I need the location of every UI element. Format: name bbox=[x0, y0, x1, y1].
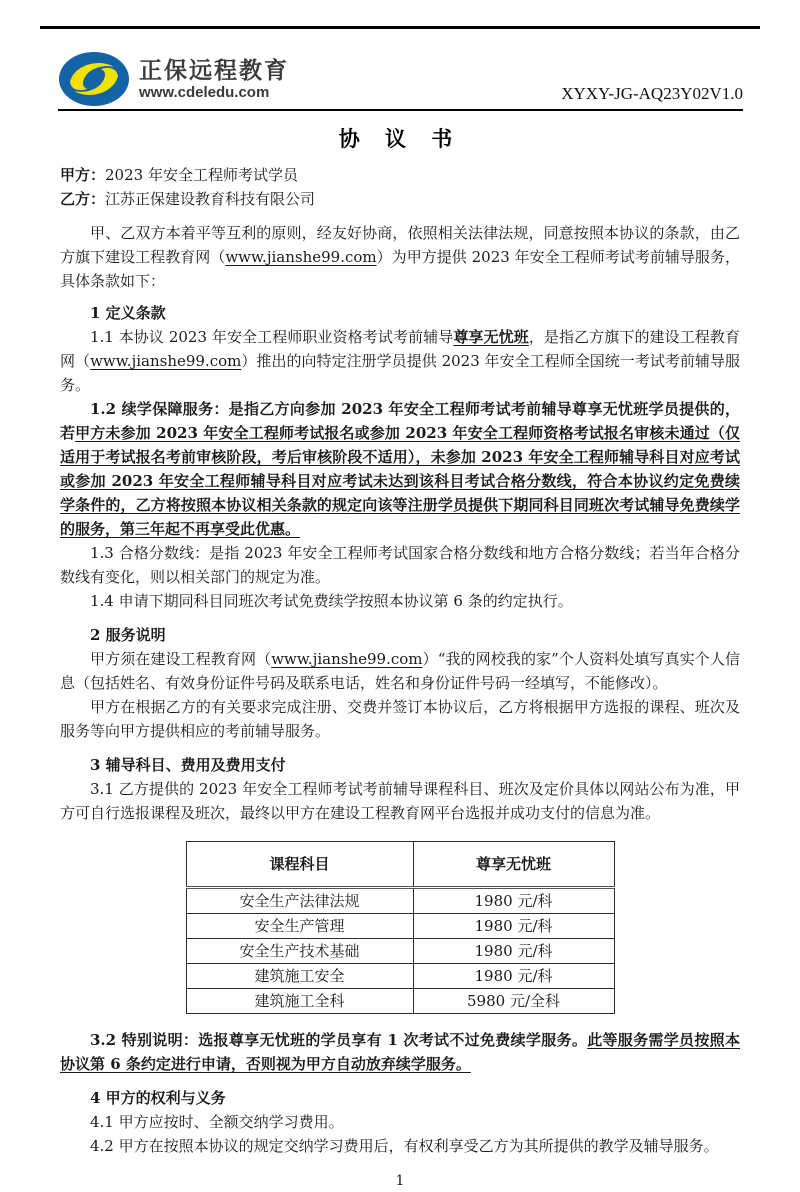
clause-3-2-pre: 3.2 特别说明：选报尊享无忧班的学员享有 1 次考试不过免费续学服务。 bbox=[90, 1031, 588, 1049]
table-row bbox=[186, 914, 614, 939]
section4-heading: 4 甲方的权利与义务 bbox=[90, 1089, 226, 1107]
parties-block bbox=[60, 163, 740, 211]
clause-4-2: 4.2 甲方在按照本协议的规定交纳学习费用后，有权利享受乙方为其所提供的教学及辅导服务。 bbox=[90, 1137, 719, 1155]
table-cell-subject: 安全生产技术基础 bbox=[186, 939, 413, 964]
clause-3-2-underlined: 此等服务需学员按照本协议第 6 条约定进行申请，否则视为甲方自动放弃续学服务。 bbox=[60, 1031, 740, 1073]
clause-2-1 bbox=[60, 647, 740, 695]
table-header-row bbox=[186, 842, 614, 888]
document-body bbox=[0, 163, 800, 1158]
table-cell-price: 1980 元/科 bbox=[413, 964, 614, 989]
clause-2-1-post: ）“我的网校我的家”个人资料处填写真实个人信息（包括姓名、有效身份证件号码及联系电话，姓名和身份证件号码一经填写，不能修改）。 bbox=[60, 650, 740, 692]
brand-url: www.cdeledu.com bbox=[139, 83, 270, 101]
jianshe99-link[interactable]: www.jianshe99.com bbox=[225, 248, 377, 266]
clause-4-1: 4.1 甲方应按时、全额交纳学习费用。 bbox=[90, 1113, 344, 1131]
clause-1-1-pre: 1.1 本协议 2023 年安全工程师职业资格考试考前辅导 bbox=[90, 328, 454, 346]
party-a-label: 甲方： bbox=[60, 166, 106, 184]
table-row bbox=[186, 939, 614, 964]
table-cell-price: 1980 元/科 bbox=[413, 939, 614, 964]
swirl-logo-icon bbox=[58, 51, 130, 107]
page-number: 1 bbox=[395, 1173, 405, 1189]
document-code: XYXY-JG-AQ23Y02V1.0 bbox=[561, 84, 743, 103]
clause-2-1-pre: 甲方须在建设工程教育网（ bbox=[90, 650, 272, 668]
intro-text-post: ）为甲方提供 2023 年安全工程师考试考前辅导服务，具体条款如下： bbox=[60, 248, 740, 290]
clause-2-2: 甲方在根据乙方的有关要求完成注册、交费并签订本协议后，乙方将根据甲方选报的课程、班次及服务等向甲方提供相应的考前辅导服务。 bbox=[60, 698, 740, 740]
clause-1-2-underlined: 甲方未参加 2023 年安全工程师考试报名或参加 2023 年安全工程师资格考试报名审核未通过（仅适用于考试报名考前审核阶段，考后审核阶段不适用），未参加 2023 年安全工程师辅导科目对应考试或参加 2023 年安全工程师辅导科目对应考试未达到该科目考试合格分数线，符合本协议约定免费续学条件的，乙方将按照本协议相关条款的规定向该等注册学员提供下期同科目同班次考试辅导免费续学的服务，第三年起不再享受此优惠。 bbox=[60, 424, 740, 538]
clause-1-1-class-name: 尊享无忧班 bbox=[453, 328, 529, 346]
table-cell-price: 1980 元/科 bbox=[413, 888, 614, 914]
brand-name: 正保远程教育 bbox=[139, 56, 289, 83]
header-rule bbox=[58, 109, 743, 111]
party-a-value: 2023 年安全工程师考试学员 bbox=[105, 166, 298, 184]
clause-1-1-mid: ，是指乙方旗下的建设工程教育网（ bbox=[60, 328, 740, 370]
clause-1-1-post: ）推出的向特定注册学员提供 2023 年安全工程师全国统一考试考前辅导服务。 bbox=[60, 352, 740, 394]
section3-heading: 3 辅导科目、费用及费用支付 bbox=[90, 756, 286, 774]
page-header bbox=[58, 51, 743, 107]
party-b-value: 江苏正保建设教育科技有限公司 bbox=[105, 190, 316, 208]
table-cell-subject: 安全生产管理 bbox=[186, 914, 413, 939]
clause-1-1 bbox=[60, 325, 740, 397]
table-header-class: 尊享无忧班 bbox=[413, 842, 614, 888]
party-a-line bbox=[60, 163, 740, 187]
table-cell-subject: 安全生产法律法规 bbox=[186, 888, 413, 914]
table-cell-price: 5980 元/全科 bbox=[413, 989, 614, 1014]
party-b-line bbox=[60, 187, 740, 211]
intro-text-pre: 甲、乙双方本着平等互利的原则，经友好协商，依照相关法律法规，同意按照本协议的条款，由乙方旗下建设工程教育网（ bbox=[60, 224, 740, 266]
table-row bbox=[186, 964, 614, 989]
clause-1-3: 1.3 合格分数线：是指 2023 年安全工程师考试国家合格分数线和地方合格分数线；若当年合格分数线有变化，则以相关部门的规定为准。 bbox=[60, 544, 740, 586]
table-cell-price: 1980 元/科 bbox=[413, 914, 614, 939]
section2-heading: 2 服务说明 bbox=[90, 626, 166, 644]
party-b-label: 乙方： bbox=[60, 190, 106, 208]
table-header-subject: 课程科目 bbox=[186, 842, 413, 888]
clause-1-2-pre: 1.2 续学保障服务：是指乙方向参加 2023 年安全工程师考试考前辅导尊享无忧班学员提供的，若 bbox=[60, 400, 740, 442]
jianshe99-link[interactable]: www.jianshe99.com bbox=[90, 352, 242, 370]
top-rule bbox=[40, 26, 760, 29]
intro-paragraph bbox=[60, 221, 740, 293]
clause-1-2 bbox=[60, 397, 740, 541]
brand-logo bbox=[58, 51, 289, 107]
jianshe99-link[interactable]: www.jianshe99.com bbox=[271, 650, 423, 668]
page-title: 协 议 书 bbox=[338, 126, 462, 151]
table-cell-subject: 建筑施工全科 bbox=[186, 989, 413, 1014]
clause-3-2 bbox=[60, 1028, 740, 1076]
clause-3-1: 3.1 乙方提供的 2023 年安全工程师考试考前辅导课程科目、班次及定价具体以网站公布为准，甲方可自行选报课程及班次，最终以甲方在建设工程教育网平台选报并成功支付的信息为准。 bbox=[60, 780, 740, 822]
brand-text-block bbox=[139, 57, 289, 102]
course-price-table bbox=[186, 841, 615, 1014]
table-row bbox=[186, 888, 614, 914]
section1-heading: 1 定义条款 bbox=[90, 304, 166, 322]
document-page bbox=[0, 26, 800, 1189]
table-cell-subject: 建筑施工安全 bbox=[186, 964, 413, 989]
table-row bbox=[186, 989, 614, 1014]
clause-1-4: 1.4 申请下期同科目同班次考试免费续学按照本协议第 6 条的约定执行。 bbox=[90, 592, 573, 610]
